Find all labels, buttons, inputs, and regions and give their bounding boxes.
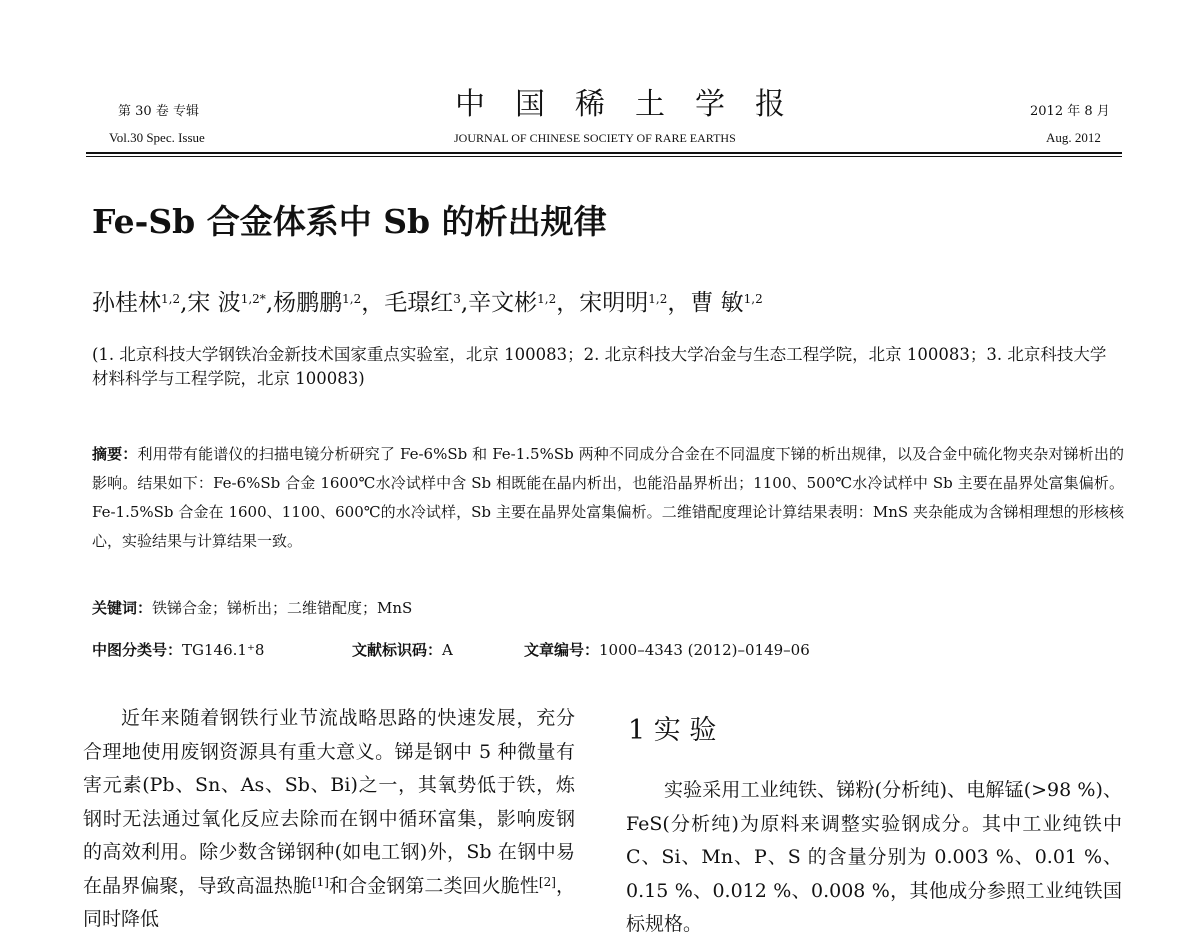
- author-name: 毛璟红: [384, 290, 454, 316]
- abstract-label: 摘要：: [92, 445, 138, 463]
- body-right-column: [626, 774, 1122, 942]
- abstract-text: 利用带有能谱仪的扫描电镜分析研究了 Fe-6%Sb 和 Fe-1.5%Sb 两种不同成分合金在不同温度下锑的析出规律，以及合金中硫化物夹杂对锑析出的影响。结果如下：Fe-6%Sb 合金 1600℃水冷试样中含 Sb 相既能在晶内析出，也能沿晶界析出；1100、500℃水冷试样中 Sb 主要在晶界处富集偏析。Fe-1.5%Sb 合金在 1600、1100、600℃的水冷试样，Sb 主要在晶界处富集偏析。二维错配度理论计算结果表明：MnS 夹杂能成为含锑相理想的形核核心，实验结果与计算结果一致。: [92, 445, 1124, 550]
- document-code: [352, 640, 453, 660]
- date-cn: 2012 年 8 月: [1030, 104, 1110, 119]
- abstract: [92, 440, 1124, 556]
- body-left-column: [83, 702, 575, 937]
- author-name: 杨鹏鹏: [273, 290, 343, 316]
- article-no-label: 文章编号：: [524, 641, 600, 659]
- citation-2[interactable]: [2]: [538, 874, 556, 889]
- citation-1[interactable]: [1]: [311, 874, 329, 889]
- keywords: [92, 598, 412, 618]
- author-separator: ,: [460, 290, 469, 316]
- author-separator: ,: [180, 290, 188, 316]
- journal-title-cn: 中国稀土学报: [455, 87, 815, 122]
- keywords-text: 铁锑合金；锑析出；二维错配度；MnS: [152, 599, 413, 617]
- author-separator: ，: [361, 290, 385, 316]
- author-name: 宋明明: [579, 290, 649, 316]
- paper-title: Fe-Sb 合金体系中 Sb 的析出规律: [92, 202, 607, 241]
- clc-number: [92, 640, 264, 660]
- keywords-label: 关键词：: [92, 599, 153, 617]
- doc-code-value: A: [442, 641, 453, 659]
- article-no-value: 1000–4343 (2012)–0149–06: [599, 641, 810, 659]
- header-rule-thin: [86, 156, 1122, 157]
- author-list: [92, 289, 763, 317]
- author-separator: ，: [667, 290, 691, 316]
- article-number: [524, 640, 810, 660]
- author-affiliation-mark: 1,2: [743, 292, 763, 306]
- author-name: 孙桂林: [92, 290, 161, 316]
- doc-code-label: 文献标识码：: [352, 641, 443, 659]
- section-heading-experiment: 1 实 验: [628, 715, 717, 746]
- author-separator: ,: [265, 290, 274, 316]
- volume-cn: 第 30 卷 专辑: [118, 104, 199, 119]
- author-separator: ，: [556, 290, 580, 316]
- volume-en: Vol.30 Spec. Issue: [109, 130, 205, 145]
- author-affiliation-mark: 1,2: [342, 292, 362, 306]
- affiliations: (1. 北京科技大学钢铁冶金新技术国家重点实验室，北京 100083；2. 北京科技大学冶金与生态工程学院，北京 100083；3. 北京科技大学材料科学与工程学院，北京 100083): [92, 345, 1107, 388]
- clc-value: TG146.1⁺8: [182, 641, 265, 659]
- clc-label: 中图分类号：: [92, 641, 183, 659]
- author-affiliation-mark: 1,2: [537, 292, 557, 306]
- author-affiliation-mark: 1,2*: [240, 292, 266, 306]
- experiment-paragraph: 实验采用工业纯铁、锑粉(分析纯)、电解锰(>98 %)、FeS(分析纯)为原料来调整实验钢成分。其中工业纯铁中 C、Si、Mn、P、S 的含量分别为 0.003 %、0.01 %、0.15 %、0.012 %、0.008 %，其他成分参照工业纯铁国标规格。: [626, 779, 1122, 935]
- author-affiliation-mark: 1,2: [648, 292, 668, 306]
- header-rule-thick: [86, 152, 1122, 154]
- author-affiliation-mark: 1,2: [161, 292, 181, 306]
- date-en: Aug. 2012: [1046, 130, 1101, 145]
- journal-title-en: JOURNAL OF CHINESE SOCIETY OF RARE EARTHS: [454, 131, 736, 145]
- author-name: 宋 波: [187, 290, 241, 316]
- author-name: 辛文彬: [468, 290, 538, 316]
- intro-paragraph: 近年来随着钢铁行业节流战略思路的快速发展，充分合理地使用废钢资源具有重大意义。锑是钢中 5 种微量有害元素(Pb、Sn、As、Sb、Bi)之一，其氧势低于铁，炼钢时无法通过氧化反应去除而在钢中循环富集，影响废钢的高效利用。除少数含锑钢种(如电工钢)外，Sb 在钢中易在晶界偏聚，导致高温热脆[1]和合金钢第二类回火脆性[2]，同时降低: [83, 707, 575, 930]
- author-name: 曹 敏: [690, 290, 744, 316]
- author-affiliation-mark: 3: [453, 292, 461, 306]
